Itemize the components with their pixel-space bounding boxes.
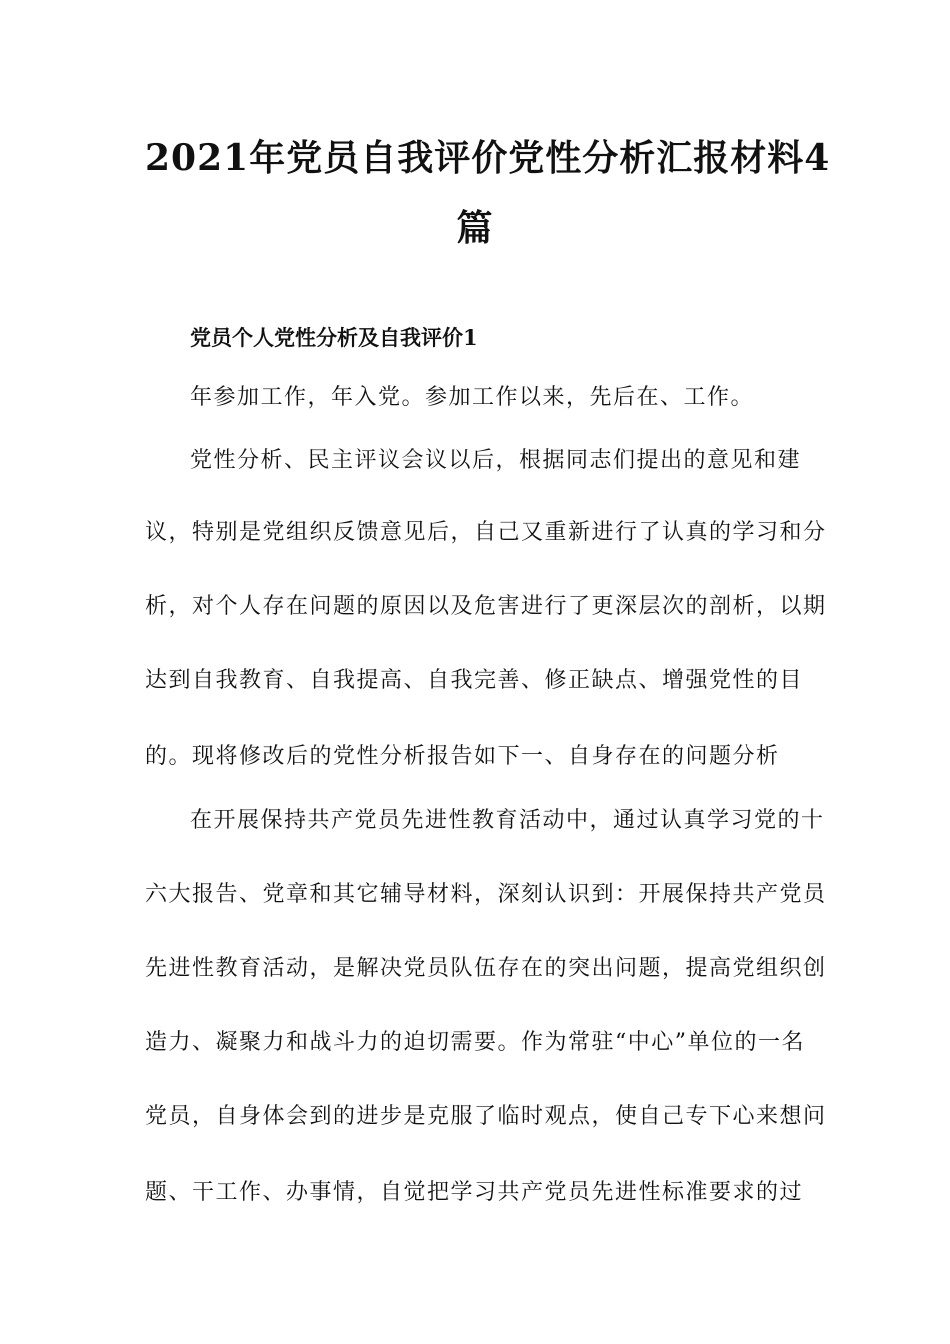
paragraph-line: 先进性教育活动，是解决党员队伍存在的突出问题，提高党组织创: [145, 956, 827, 981]
paragraph-line: 在开展保持共产党员先进性教育活动中，通过认真学习党的十: [190, 808, 825, 833]
paragraph-line: 党性分析、民主评议会议以后，根据同志们提出的意见和建: [190, 448, 802, 473]
paragraph-line: 造力、凝聚力和战斗力的迫切需要。作为常驻“中心”单位的一名: [145, 1030, 805, 1055]
paragraph-line: 题、干工作、办事情，自觉把学习共产党员先进性标准要求的过: [145, 1180, 804, 1205]
document-title-line-2: 篇: [456, 207, 494, 249]
document-title-line-1: 2021年党员自我评价党性分析汇报材料4: [145, 137, 831, 179]
paragraph-line: 党员，自身体会到的进步是克服了临时观点，使自己专下心来想问: [145, 1104, 827, 1129]
paragraph-line: 达到自我教育、自我提高、自我完善、修正缺点、增强党性的目: [145, 668, 804, 693]
paragraph-line: 的。现将修改后的党性分析报告如下一、自身存在的问题分析: [145, 744, 780, 769]
paragraph-line: 年参加工作，年入党。参加工作以来，先后在、工作。: [190, 385, 755, 410]
paragraph-line: 析，对个人存在问题的原因以及危害进行了更深层次的剖析，以期: [145, 594, 827, 619]
paragraph-line: 六大报告、党章和其它辅导材料，深刻认识到：开展保持共产党员: [145, 882, 827, 907]
section-heading: 党员个人党性分析及自我评价1: [190, 325, 478, 350]
paragraph-line: 议，特别是党组织反馈意见后，自己又重新进行了认真的学习和分: [145, 520, 827, 545]
